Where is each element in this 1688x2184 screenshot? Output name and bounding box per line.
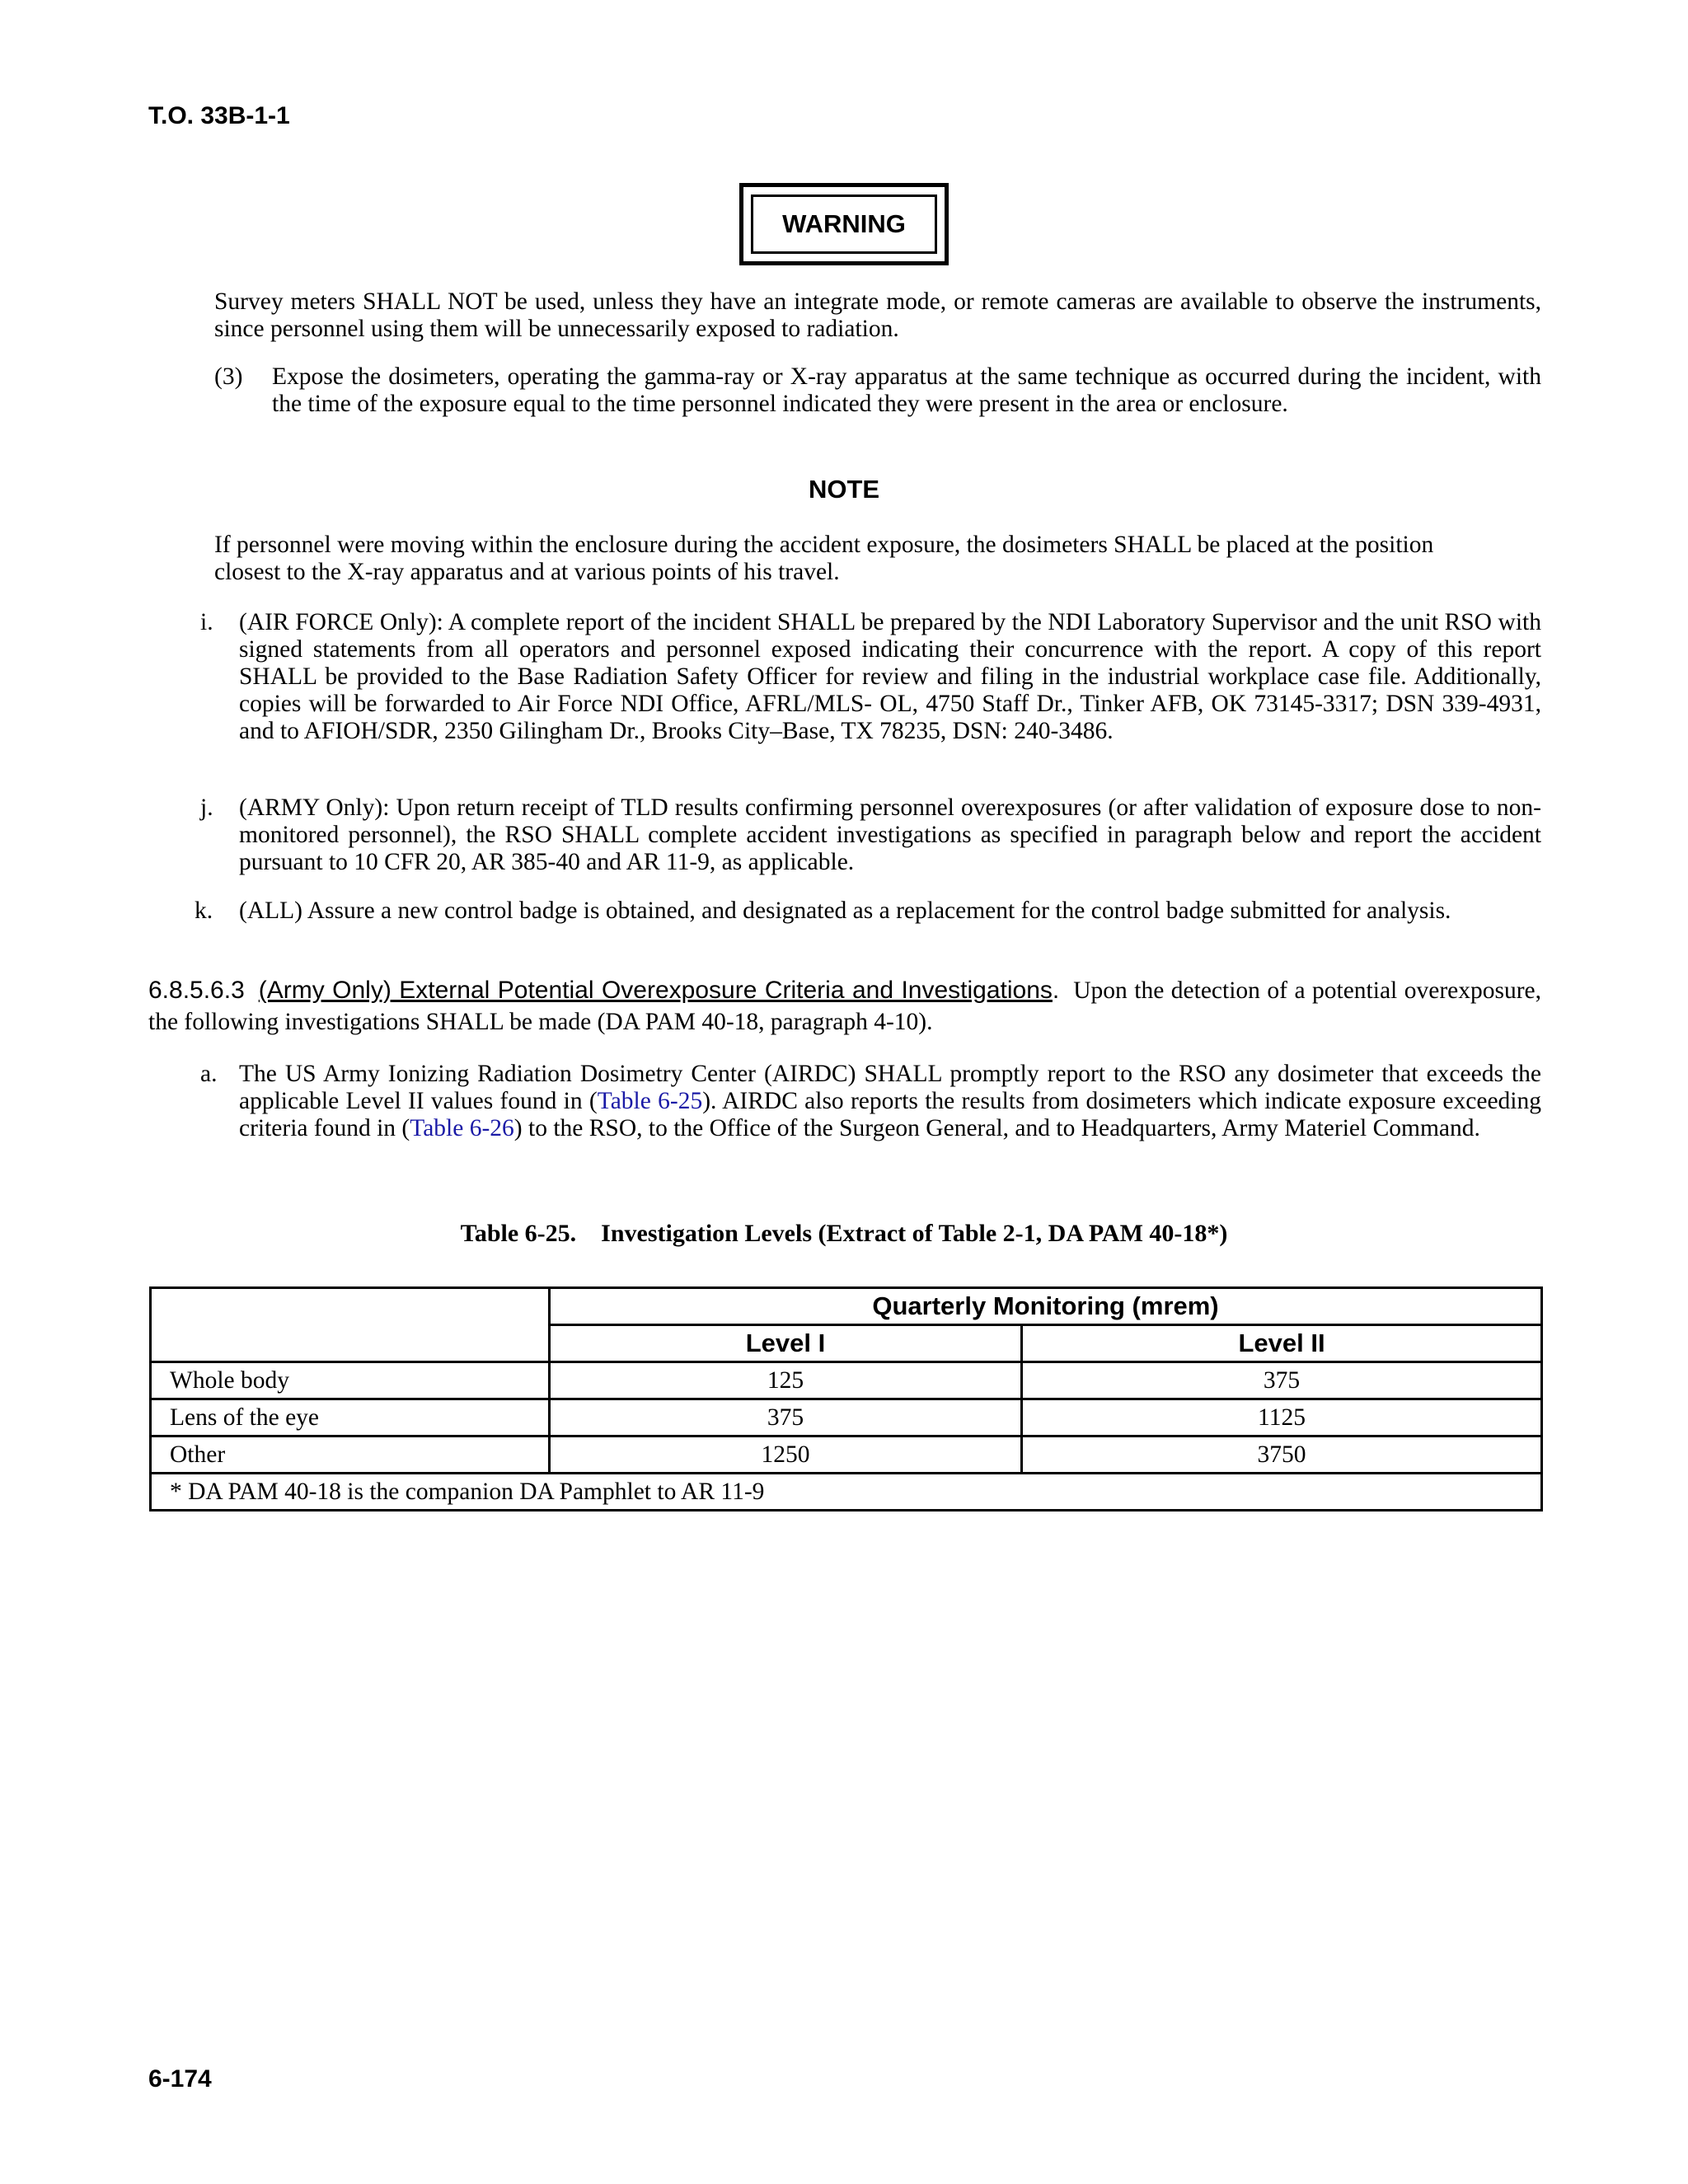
link-table-6-25[interactable]: Table 6-25 xyxy=(597,1088,703,1114)
table-cell-level-1: 125 xyxy=(550,1362,1022,1399)
table-footnote-row xyxy=(151,1474,1542,1511)
step-3-text: Expose the dosimeters, operating the gamma-ray or X-ray apparatus at the same technique as occurred during the incident, with the time of the exposure equal to the time personnel indicated they were present in the area or enclosure. xyxy=(272,363,1541,417)
step-3-block xyxy=(272,363,1541,418)
table-cell-level-2: 1125 xyxy=(1022,1399,1542,1436)
item-a-marker: a. xyxy=(200,1061,218,1087)
item-a-text-1: The US Army Ionizing Radiation Dosimetry Center (AIRDC) SHALL promptly report to the RSO any dosimeter that exceeds the applicable Level II values found in ( xyxy=(239,1061,1541,1114)
table-group-header: Quarterly Monitoring (mrem) xyxy=(550,1288,1542,1325)
note-title: NOTE xyxy=(808,475,880,504)
section-heading: (Army Only) External Potential Overexposure Criteria and Investigations xyxy=(258,977,1053,1004)
note-text: If personnel were moving within the enclosure during the accident exposure, the dosimeters SHALL be placed at the position closest to the X-ray apparatus and at various points of his travel. xyxy=(214,532,1434,585)
warning-box xyxy=(739,183,949,265)
section-heading-period: . xyxy=(1052,977,1060,1004)
table-cell-level-2: 375 xyxy=(1022,1362,1542,1399)
warning-title: WARNING xyxy=(751,194,937,254)
link-table-6-26[interactable]: Table 6-26 xyxy=(410,1115,514,1141)
table-row-label: Lens of the eye xyxy=(151,1399,550,1436)
item-j-text: (ARMY Only): Upon return receipt of TLD results confirming personnel overexposures (or after validation of exposure dose to non-monitored personnel), the RSO SHALL complete accident investigations as specified in paragraph below and report the accident pursuant to 10 CFR 20, AR 385-40 and AR 11-9, as applicable. xyxy=(239,794,1541,875)
table-header-row-1 xyxy=(151,1288,1542,1325)
step-3-marker: (3) xyxy=(214,363,243,390)
page-number: 6-174 xyxy=(148,2065,212,2093)
table-cell-level-1: 1250 xyxy=(550,1436,1022,1474)
item-a-text xyxy=(239,1061,1541,1142)
table-row-label: Whole body xyxy=(151,1362,550,1399)
item-j-marker: j. xyxy=(200,794,213,821)
table-footnote: * DA PAM 40-18 is the companion DA Pamphlet to AR 11-9 xyxy=(151,1474,1542,1511)
warning-text-block xyxy=(214,288,1541,343)
table-cell-level-2: 3750 xyxy=(1022,1436,1542,1474)
table-row-label: Other xyxy=(151,1436,550,1474)
table-row xyxy=(151,1436,1542,1474)
item-a-text-2: ). AIRDC also reports the results from dosimeters which indicate exposure exceeding criteria found in ( xyxy=(239,1088,1541,1141)
item-a-block xyxy=(239,1061,1541,1142)
item-k-marker: k. xyxy=(195,898,213,924)
item-i-marker: i. xyxy=(200,609,213,635)
item-k-block xyxy=(239,898,1541,925)
section-6-8-5-6-3 xyxy=(148,975,1541,1038)
table-col-level-2: Level II xyxy=(1022,1325,1542,1362)
document-id: T.O. 33B-1-1 xyxy=(148,102,290,129)
table-cell-level-1: 375 xyxy=(550,1399,1022,1436)
investigation-levels-table xyxy=(149,1286,1543,1511)
table-row xyxy=(151,1362,1542,1399)
warning-text: Survey meters SHALL NOT be used, unless they have an integrate mode, or remote cameras are available to observe the instruments, since personnel using them will be unnecessarily exposed to radiation. xyxy=(214,288,1541,342)
table-empty-corner xyxy=(151,1288,550,1362)
table-col-level-1: Level I xyxy=(550,1325,1022,1362)
note-text-block xyxy=(214,532,1484,586)
table-row xyxy=(151,1399,1542,1436)
item-k-text: (ALL) Assure a new control badge is obtained, and designated as a replacement for the control badge submitted for analysis. xyxy=(239,898,1451,924)
section-paragraph xyxy=(148,975,1541,1038)
section-text: Upon the detection of a potential overexposure, the following investigations SHALL be made (DA PAM 40-18, paragraph 4-10). xyxy=(148,977,1542,1035)
item-j-block xyxy=(239,794,1541,876)
table-caption: Table 6-25. Investigation Levels (Extract of Table 2-1, DA PAM 40-18*) xyxy=(460,1220,1228,1247)
section-number: 6.8.5.6.3 xyxy=(148,977,245,1004)
item-a-text-3: ) to the RSO, to the Office of the Surgeon General, and to Headquarters, Army Materiel Command. xyxy=(513,1115,1480,1141)
item-i-text: (AIR FORCE Only): A complete report of the incident SHALL be prepared by the NDI Laboratory Supervisor and the unit RSO with signed statements from all operators and personnel exposed indicating their concurrence with the report. A copy of this report SHALL be provided to the Base Radiation Safety Officer for review and filing in the industrial workplace case file. Additionally, copies will be forwarded to Air Force NDI Office, AFRL/MLS- OL, 4750 Staff Dr., Tinker AFB, OK 73145-3317; DSN 339-4931, and to AFIOH/SDR, 2350 Gilingham Dr., Brooks City–Base, TX 78235, DSN: 240-3486. xyxy=(239,609,1541,744)
item-i-block xyxy=(239,609,1541,745)
